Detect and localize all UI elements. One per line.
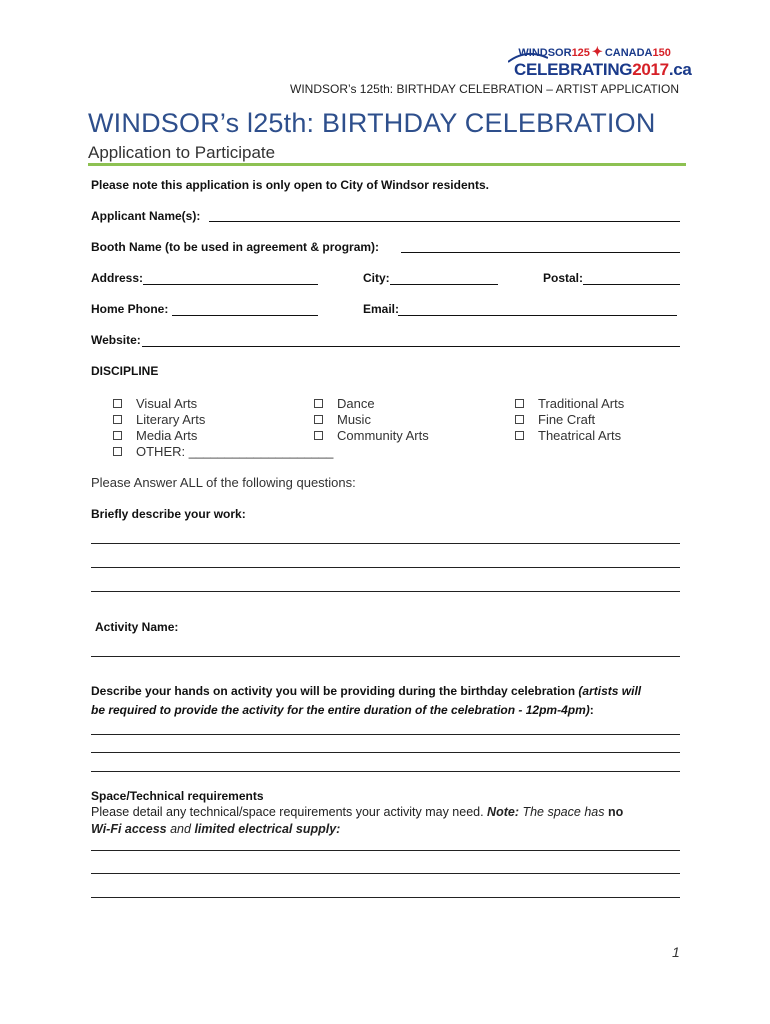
checkbox-label: Traditional Arts (538, 395, 625, 411)
space-technical-no: no (607, 805, 624, 819)
checkbox-media-arts[interactable] (113, 427, 333, 443)
describe-work-line-3[interactable] (91, 591, 680, 592)
space-technical-note-label: Note: (487, 805, 519, 819)
discipline-column-3 (515, 395, 624, 443)
checkbox-community-arts[interactable] (314, 427, 429, 443)
checkbox-visual-arts[interactable] (113, 395, 333, 411)
space-technical-prompt-line1 (91, 805, 623, 819)
discipline-column-2 (314, 395, 429, 443)
activity-description-prompt-line2 (91, 703, 594, 717)
checkbox-icon[interactable] (515, 431, 524, 440)
running-header: WINDSOR’s 125th: BIRTHDAY CELEBRATION – ARTIST APPLICATION (290, 82, 680, 96)
discipline-heading: DISCIPLINE (91, 364, 159, 378)
postal-label: Postal: (543, 271, 584, 285)
space-technical-heading: Space/Technical requirements (91, 789, 264, 803)
checkbox-traditional-arts[interactable] (515, 395, 624, 411)
space-technical-text-2: The space has (519, 805, 608, 819)
checkbox-label: OTHER: ____________________ (136, 443, 334, 459)
celebrating-2017-logo (508, 44, 692, 84)
space-technical-wifi: Wi-Fi access (91, 822, 167, 836)
email-label: Email: (363, 302, 400, 316)
activity-description-italic-1: (artists will (578, 684, 642, 698)
logo-year: 2017 (632, 60, 669, 79)
checkbox-label: Visual Arts (136, 395, 198, 411)
activity-description-italic-2: be required to provide the activity for the entire duration of the celebration - 12pm-4pm) (91, 703, 590, 717)
logo-celebrating: CELEBRATING (514, 60, 633, 79)
logo-windsor: WINDSOR (518, 47, 572, 59)
checkbox-icon[interactable] (515, 399, 524, 408)
logo-150: 150 (652, 47, 671, 59)
activity-name-line[interactable] (91, 656, 680, 657)
activity-description-colon: : (589, 703, 594, 717)
checkbox-label: Literary Arts (136, 411, 206, 427)
checkbox-icon[interactable] (113, 431, 122, 440)
email-field[interactable] (398, 315, 677, 316)
space-technical-limited: limited electrical supply: (194, 822, 341, 836)
checkbox-label: Music (337, 411, 371, 427)
page-title: WINDSOR’s l25th: BIRTHDAY CELEBRATION (88, 108, 656, 138)
describe-work-label: Briefly describe your work: (91, 507, 246, 521)
checkbox-literary-arts[interactable] (113, 411, 333, 427)
discipline-column-1 (113, 395, 333, 459)
applicant-name-field[interactable] (209, 221, 680, 222)
checkbox-icon[interactable] (515, 415, 524, 424)
logo-domain: .ca (668, 60, 692, 79)
website-field[interactable] (142, 346, 680, 347)
checkbox-icon[interactable] (113, 415, 122, 424)
logo-125: 125 (571, 47, 590, 59)
space-technical-line-1[interactable] (91, 850, 680, 851)
home-phone-field[interactable] (172, 315, 318, 316)
city-field[interactable] (390, 284, 498, 285)
checkbox-icon[interactable] (314, 399, 323, 408)
instructions: Please Answer ALL of the following questions: (91, 475, 356, 490)
describe-work-line-1[interactable] (91, 543, 680, 544)
website-label: Website: (91, 333, 141, 347)
checkbox-label: Dance (337, 395, 375, 411)
checkbox-label: Theatrical Arts (538, 427, 622, 443)
checkbox-icon[interactable] (113, 447, 122, 456)
activity-description-prompt-line1 (91, 684, 641, 698)
address-label: Address: (91, 271, 144, 285)
title-divider (88, 163, 686, 166)
postal-field[interactable] (583, 284, 680, 285)
space-technical-prompt-line2 (91, 822, 340, 836)
activity-description-line-3[interactable] (91, 771, 680, 772)
maple-leaf-icon: ✦ (591, 44, 603, 59)
space-technical-text: Please detail any technical/space requirements your activity may need. (91, 805, 488, 819)
checkbox-dance[interactable] (314, 395, 429, 411)
describe-work-line-2[interactable] (91, 567, 680, 568)
city-label: City: (363, 271, 390, 285)
logo-canada: CANADA (604, 47, 653, 59)
space-technical-line-2[interactable] (91, 873, 680, 874)
residency-note: Please note this application is only open to City of Windsor residents. (91, 178, 489, 192)
checkbox-other[interactable] (113, 443, 333, 459)
checkbox-theatrical-arts[interactable] (515, 427, 624, 443)
applicant-name-label: Applicant Name(s): (91, 209, 201, 223)
page-number: 1 (672, 944, 680, 960)
booth-name-field[interactable] (401, 252, 680, 253)
checkbox-fine-craft[interactable] (515, 411, 624, 427)
checkbox-label: Media Arts (136, 427, 198, 443)
checkbox-icon[interactable] (113, 399, 122, 408)
checkbox-label: Fine Craft (538, 411, 596, 427)
checkbox-label: Community Arts (337, 427, 429, 443)
space-technical-line-3[interactable] (91, 897, 680, 898)
activity-description-line-1[interactable] (91, 734, 680, 735)
space-technical-and: and (166, 822, 195, 836)
activity-description-line-2[interactable] (91, 752, 680, 753)
booth-name-label: Booth Name (to be used in agreement & program): (91, 240, 380, 254)
checkbox-icon[interactable] (314, 431, 323, 440)
checkbox-music[interactable] (314, 411, 429, 427)
page-subtitle: Application to Participate (88, 143, 276, 162)
home-phone-label: Home Phone: (91, 302, 169, 316)
checkbox-icon[interactable] (314, 415, 323, 424)
address-field[interactable] (143, 284, 318, 285)
activity-description-text: Describe your hands on activity you will be providing during the birthday celebration (91, 684, 579, 698)
activity-name-label: Activity Name: (95, 620, 179, 634)
